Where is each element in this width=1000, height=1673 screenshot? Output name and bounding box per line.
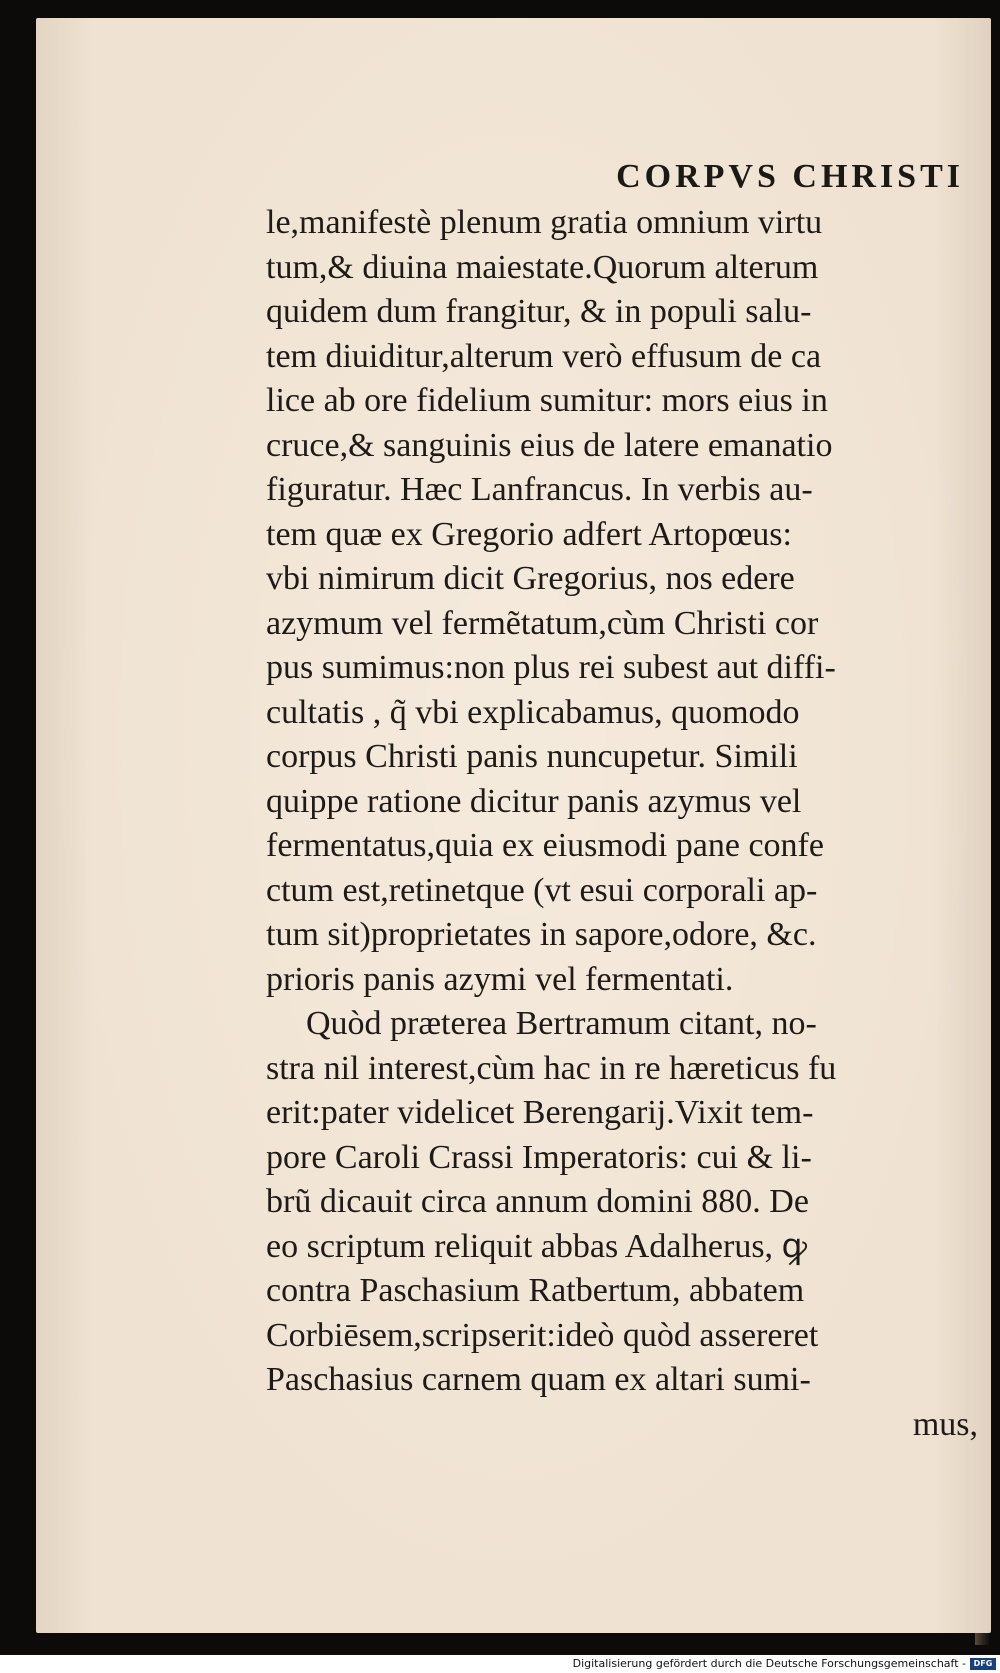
text-line: tum sit)proprietates in sapore,odore, &c. [266,916,817,953]
text-line: contra Paschasium Ratbertum, abbatem [266,1272,805,1309]
running-head: CORPVS CHRISTI [616,158,964,195]
paragraph-1 [266,201,996,1002]
text-line: lice ab ore fidelium sumitur: mors eius in [266,382,828,419]
text-line: quippe ratione dicitur panis azymus vel [266,782,802,820]
book-page [36,18,991,1633]
text-block [266,153,996,1447]
paragraph-2 [266,1002,996,1403]
text-line: stra nil interest,cùm hac in re hæreticus fu [266,1049,837,1087]
funding-credit: Digitalisierung gefördert durch die Deutsche Forschungsgemeinschaft - [572,1657,966,1670]
text-line: cruce,& sanguinis eius de latere emanatio [266,426,833,464]
text-line: pus sumimus:non plus rei subest aut diffi- [266,649,836,686]
catchword: mus, [912,1405,978,1443]
text-line: Corbiēsem,scripserit:ideò quòd assereret [266,1316,819,1354]
text-line: Quòd præterea Bertramum citant, no- [306,1005,817,1042]
text-line: figuratur. Hæc Lanfrancus. In verbis au- [266,471,813,508]
dfg-logo-icon: DFG [970,1658,996,1670]
text-line: fermentatus,quia ex eiusmodi pane confe [266,827,824,864]
text-line: pore Caroli Crassi Imperatoris: cui & li- [266,1138,812,1176]
text-line: cultatis , q̃ vbi explicabamus, quomodo [266,693,800,731]
text-line: prioris panis azymi vel fermentati. [266,960,734,998]
text-line: erit:pater videlicet Berengarij.Vixit tem- [266,1094,814,1131]
text-line: tem quæ ex Gregorio adfert Artopœus: [266,515,792,553]
text-line: vbi nimirum dicit Gregorius, nos edere [266,560,795,597]
text-line: corpus Christi panis nuncupetur. Simili [266,738,798,775]
text-line: Paschasius carnem quam ex altari sumi- [266,1361,811,1398]
text-line: tem diuiditur,alterum verò effusum de ca [266,337,822,375]
digitization-footer [0,1655,1000,1673]
text-line: quidem dum frangitur, & in populi salu- [266,293,812,330]
text-line: brũ dicauit circa annum domini 880. De [266,1183,809,1220]
text-line: ctum est,retinetque (vt esui corporali ap- [266,871,818,909]
text-line: le,manifestè plenum gratia omnium virtu [266,204,823,241]
text-line: tum,& diuina maiestate.Quorum alterum [266,248,819,286]
text-line: eo scriptum reliquit abbas Adalherus, ꝙ [266,1227,808,1265]
text-line: azymum vel fermẽtatum,cùm Christi cor [266,604,819,642]
